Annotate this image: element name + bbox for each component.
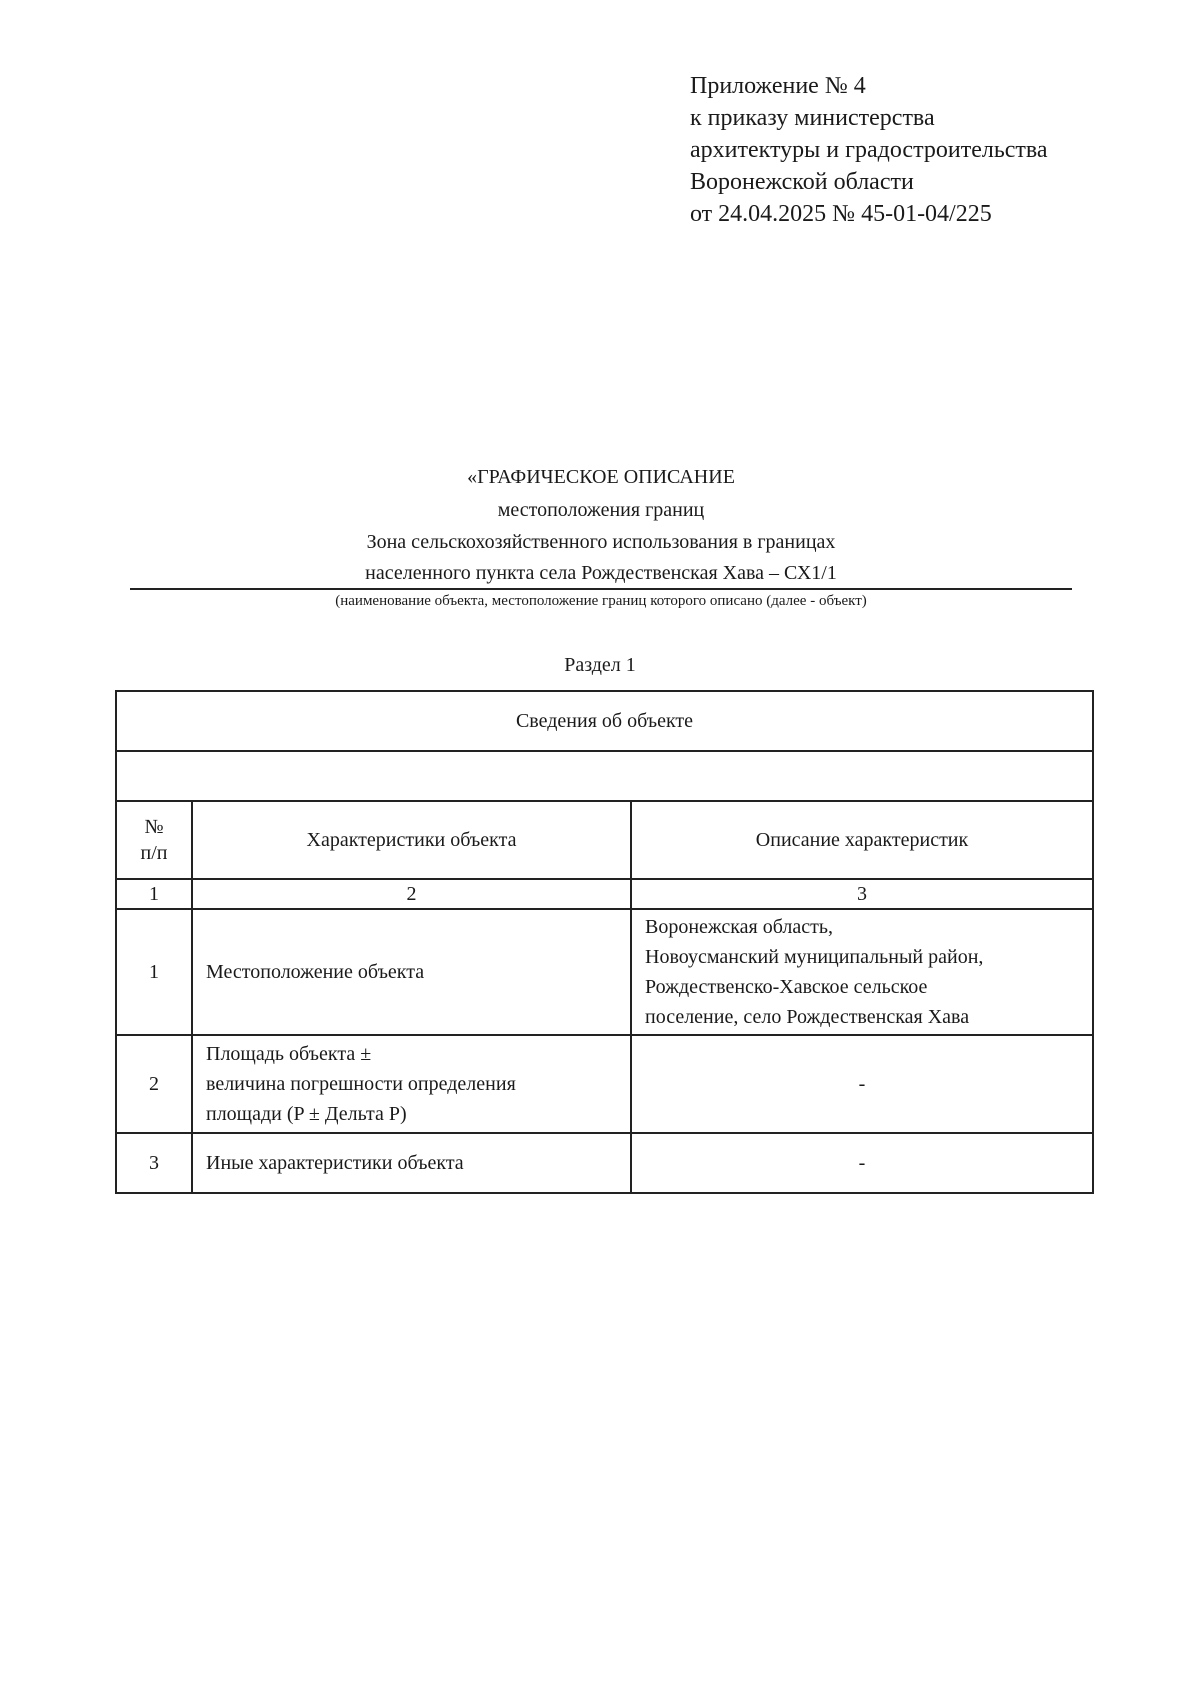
object-name-line: Зона сельскохозяйственного использования в границах <box>366 531 836 553</box>
table-row <box>116 909 1093 1035</box>
table-empty-row <box>116 751 1093 801</box>
row-characteristic <box>192 909 631 1035</box>
characteristic-line: Площадь объекта ± <box>206 1043 372 1065</box>
description-line: Новоусманский муниципальный район, <box>645 946 984 968</box>
table-empty-cell <box>116 751 1093 801</box>
description-line: Рождественско-Хавское сельское <box>645 976 928 998</box>
appendix-line: к приказу министерства <box>690 105 935 131</box>
table-row <box>116 1133 1093 1193</box>
row-description <box>631 909 1093 1035</box>
section-label: Раздел 1 <box>564 654 636 676</box>
appendix-line: архитектуры и градостроительства <box>690 137 1048 163</box>
column-number: 3 <box>631 879 1093 909</box>
row-characteristic <box>192 1035 631 1133</box>
table-header-row <box>116 801 1093 879</box>
row-description: - <box>631 1133 1093 1193</box>
appendix-header <box>690 70 1048 230</box>
table-row <box>116 1035 1093 1133</box>
table-title-row <box>116 691 1093 751</box>
document-title: «ГРАФИЧЕСКОЕ ОПИСАНИЕ <box>467 466 735 488</box>
row-number: 3 <box>116 1133 192 1193</box>
object-info-table <box>115 690 1094 1194</box>
appendix-line: Воронежской области <box>690 169 914 195</box>
object-name-line: населенного пункта села Рождественская Хава – СХ1/1 <box>365 562 837 584</box>
header-num-line: п/п <box>140 842 168 864</box>
header-num-line: № <box>144 816 164 838</box>
column-numbers-row <box>116 879 1093 909</box>
document-subtitle: местоположения границ <box>497 499 705 521</box>
column-number: 2 <box>192 879 631 909</box>
characteristic-line: величина погрешности определения <box>206 1073 516 1095</box>
document-title-block <box>130 462 1072 612</box>
description-line: Воронежская область, <box>645 916 834 938</box>
column-number: 1 <box>116 879 192 909</box>
appendix-line: Приложение № 4 <box>690 73 866 99</box>
object-name-caption: (наименование объекта, местоположение границ которого описано (далее - объект) <box>335 593 867 609</box>
description-line: поселение, село Рождественская Хава <box>645 1006 970 1028</box>
row-number: 1 <box>116 909 192 1035</box>
row-characteristic <box>192 1133 631 1193</box>
table-title: Сведения об объекте <box>116 691 1093 751</box>
appendix-line: от 24.04.2025 № 45-01-04/225 <box>690 201 992 227</box>
characteristic-line: Местоположение объекта <box>206 961 425 983</box>
header-characteristics: Характеристики объекта <box>192 801 631 879</box>
row-number: 2 <box>116 1035 192 1133</box>
characteristic-line: площади (P ± Дельта P) <box>206 1103 407 1125</box>
characteristic-line: Иные характеристики объекта <box>206 1152 464 1174</box>
header-num <box>116 801 192 879</box>
header-description: Описание характеристик <box>631 801 1093 879</box>
row-description: - <box>631 1035 1093 1133</box>
